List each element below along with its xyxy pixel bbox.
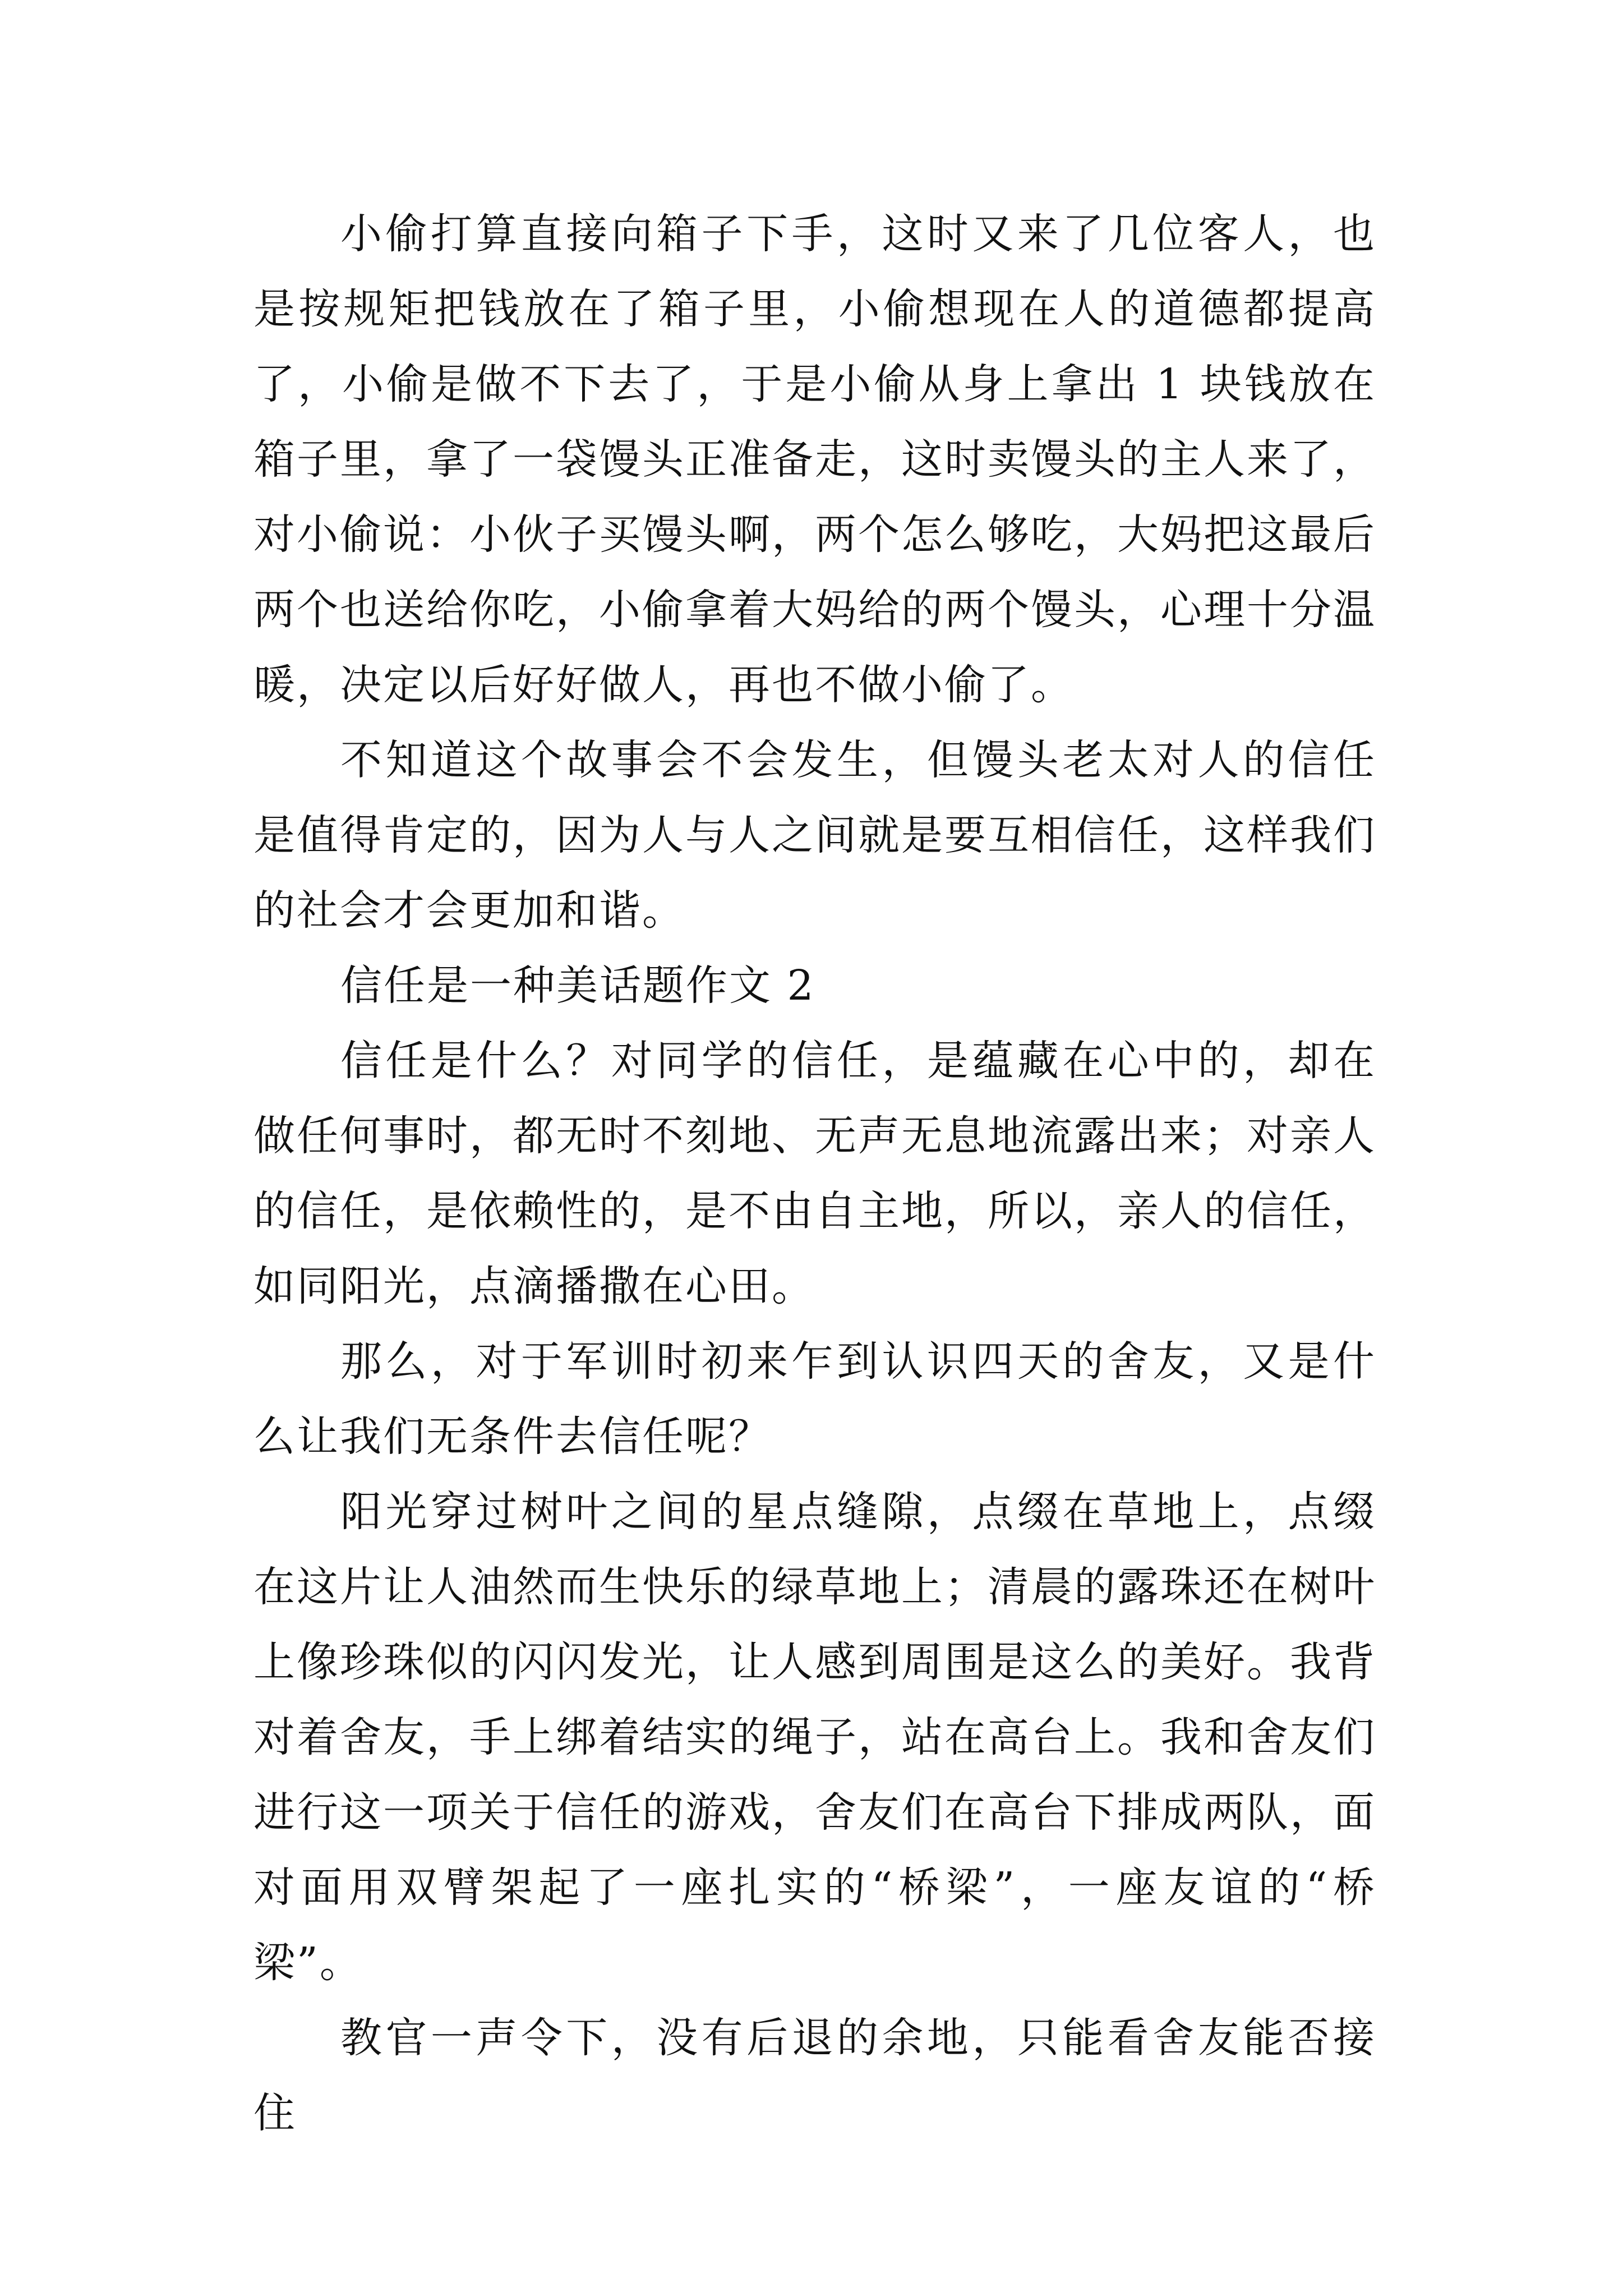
paragraph-roommates-question: 那么，对于军训时初来乍到认识四天的舍友，又是什么让我们无条件去信任呢？	[253, 1337, 1376, 1461]
paragraph-what-is-trust: 信任是什么？对同学的信任，是蕴藏在心中的，却在做任何事时，都无时不刻地、无声无息地流露出来；对亲人的信任，是依赖性的，是不由自主地，所以，亲人的信任，如同阳光，点滴播撒在心田。	[253, 1037, 1376, 1310]
paragraph-trust-reflection: 不知道这个故事会不会发生，但馒头老太对人的信任是值得肯定的，因为人与人之间就是要互相信任，这样我们的社会才会更加和谐。	[253, 736, 1376, 935]
paragraph-trust-game: 阳光穿过树叶之间的星点缝隙，点缀在草地上，点缀在这片让人油然而生快乐的绿草地上；清晨的露珠还在树叶上像珍珠似的闪闪发光，让人感到周围是这么的美好。我背对着舍友，手上绑着结实的绳子，站在高台上。我和舍友们进行这一项关于信任的游戏，舍友们在高台下排成两队，面对面用双臂架起了一座扎实的“桥梁”，一座友谊的“桥梁”。	[253, 1488, 1376, 1987]
document-body	[253, 196, 1376, 2151]
paragraph-thief-story: 小偷打算直接向箱子下手，这时又来了几位客人，也是按规矩把钱放在了箱子里，小偷想现在人的道德都提高了，小偷是做不下去了，于是小偷从身上拿出 1 块钱放在箱子里，拿了一袋馒头正准备走，这时卖馒头的主人来了，对小偷说：小伙子买馒头啊，两个怎么够吃，大妈把这最后两个也送给你吃，小偷拿着大妈给的两个馒头，心理十分温暖，决定以后好好做人，再也不做小偷了。	[253, 210, 1376, 709]
paragraph-instructor-command: 教官一声令下，没有后退的余地，只能看舍友能否接住	[253, 2014, 1376, 2137]
essay-title: 信任是一种美话题作文 2	[340, 961, 815, 1010]
